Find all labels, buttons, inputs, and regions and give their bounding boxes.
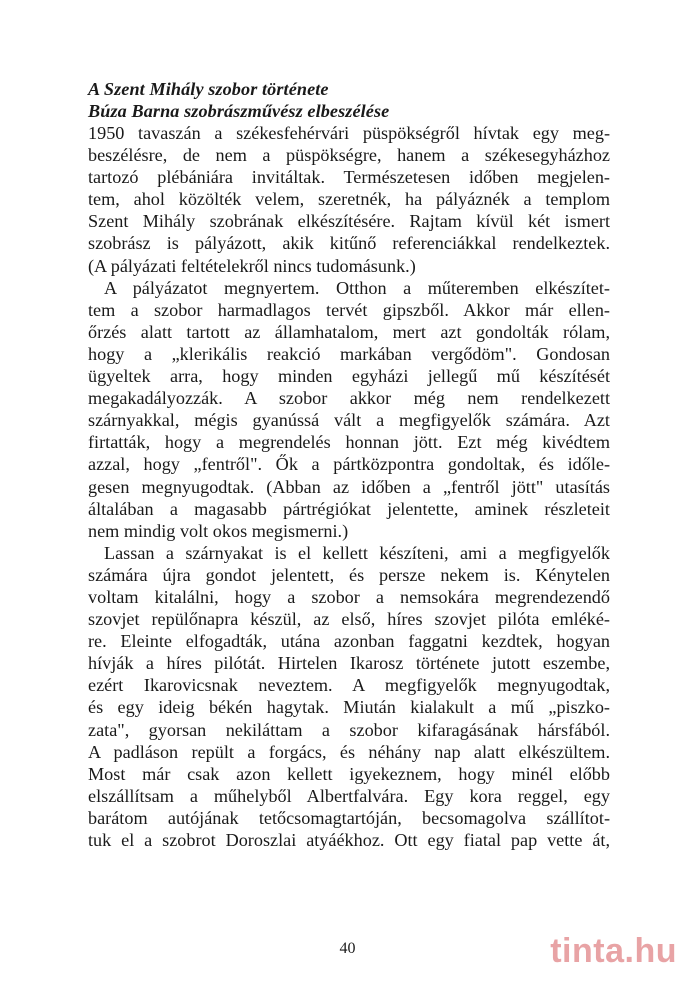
text-line: gesen megnyugodtak. (Abban az időben a „fentről jött" utasítás: [88, 476, 610, 497]
text-line: 1950 tavaszán a székesfehérvári püspökségről hívtak egy meg-: [88, 123, 610, 143]
text-line: általában a magasabb pártrégiókat jelentette, aminek részleteit: [88, 498, 610, 519]
text-line: tem a szobor harmadlagos tervét gipszből. Akkor már ellen-: [88, 299, 610, 320]
text-line: szovjet repülőnapra készül, az első, híres szovjet pilóta emléké-: [88, 609, 610, 630]
text-line: szárnyakkal, mégis gyanússá vált a megfigyelők számára. Azt: [88, 410, 610, 431]
text-line: barátom autójának tetőcsomagtartóján, becsomagolva szállítot-: [88, 807, 610, 828]
text-line: voltam kitalálni, hogy a szobor a nemsokára megrendezendő: [88, 586, 610, 607]
text-line: hogy a „klerikális reakció markában vergődöm". Gondosan: [88, 343, 610, 364]
text-line: (A pályázati feltételekről nincs tudomásunk.): [88, 255, 416, 276]
text-line: zata", gyorsan nekiláttam a szobor kifaragásának hársfából.: [88, 719, 610, 740]
text-line: Most már csak azon kellett igyekeznem, hogy minél előbb: [88, 763, 610, 784]
text-line: számára újra gondot jelentett, és persze nekem is. Kénytelen: [88, 564, 610, 585]
text-line: ezért Ikarovicsnak neveztem. A megfigyelők megnyugodtak,: [88, 675, 610, 696]
paragraph-1: [88, 122, 610, 277]
chapter-title: A Szent Mihály szobor története: [88, 79, 329, 99]
text-line: és egy ideig békén hagytak. Miután kialakult a mű „piszko-: [88, 697, 610, 718]
chapter-subtitle: Búza Barna szobrászművész elbeszélése: [88, 101, 390, 121]
paragraph-2: [88, 277, 610, 542]
text-line: azzal, hogy „fentről". Ők a pártközpontra gondoltak, és időle-: [88, 454, 610, 475]
text-line: Lassan a szárnyakat is el kellett készíteni, ami a megfigyelők: [104, 542, 610, 563]
page-number: 40: [339, 940, 356, 957]
watermark-logo: tinta.hu: [550, 932, 677, 970]
text-line: A pályázatot megnyertem. Otthon a műteremben elkészítet-: [104, 277, 610, 298]
text-line: tuk el a szobrot Doroszlai atyáékhoz. Ott egy fiatal pap vette át,: [88, 830, 610, 850]
text-line: tartozó plébániára invitáltak. Természetesen időben megjelen-: [88, 167, 610, 188]
text-line: A padláson repült a forgács, és néhány nap alatt elkészültem.: [88, 741, 610, 762]
text-line: beszélésre, de nem a püspökségre, hanem a székesegyházhoz: [88, 145, 610, 166]
paragraph-3: [88, 542, 610, 851]
text-line: szobrász is pályázott, akik kitűnő referenciákkal rendelkeztek.: [88, 233, 610, 254]
text-line: nem mindig volt okos megismerni.): [88, 520, 349, 541]
page-body: [88, 78, 610, 851]
text-line: tem, ahol közölték velem, szeretnék, ha pályáznék a templom: [88, 189, 610, 210]
text-line: hívják a híres pilótát. Hirtelen Ikarosz története jutott eszembe,: [88, 653, 610, 674]
text-line: Szent Mihály szobrának elkészítésére. Rajtam kívül két ismert: [88, 211, 610, 232]
text-line: firtatták, hogy a megrendelés honnan jött. Ezt még kivédtem: [88, 432, 610, 453]
text-line: re. Eleinte elfogadták, utána azonban faggatni kezdtek, hogyan: [88, 631, 610, 652]
text-line: megakadályozzák. A szobor akkor még nem rendelkezett: [88, 388, 610, 409]
text-line: őrzés alatt tartott az államhatalom, mert azt gondolták rólam,: [88, 321, 610, 342]
text-line: ügyeltek arra, hogy minden egyházi jellegű mű készítését: [88, 366, 610, 387]
text-line: elszállítsam a műhelyből Albertfalvára. Egy kora reggel, egy: [88, 785, 610, 806]
